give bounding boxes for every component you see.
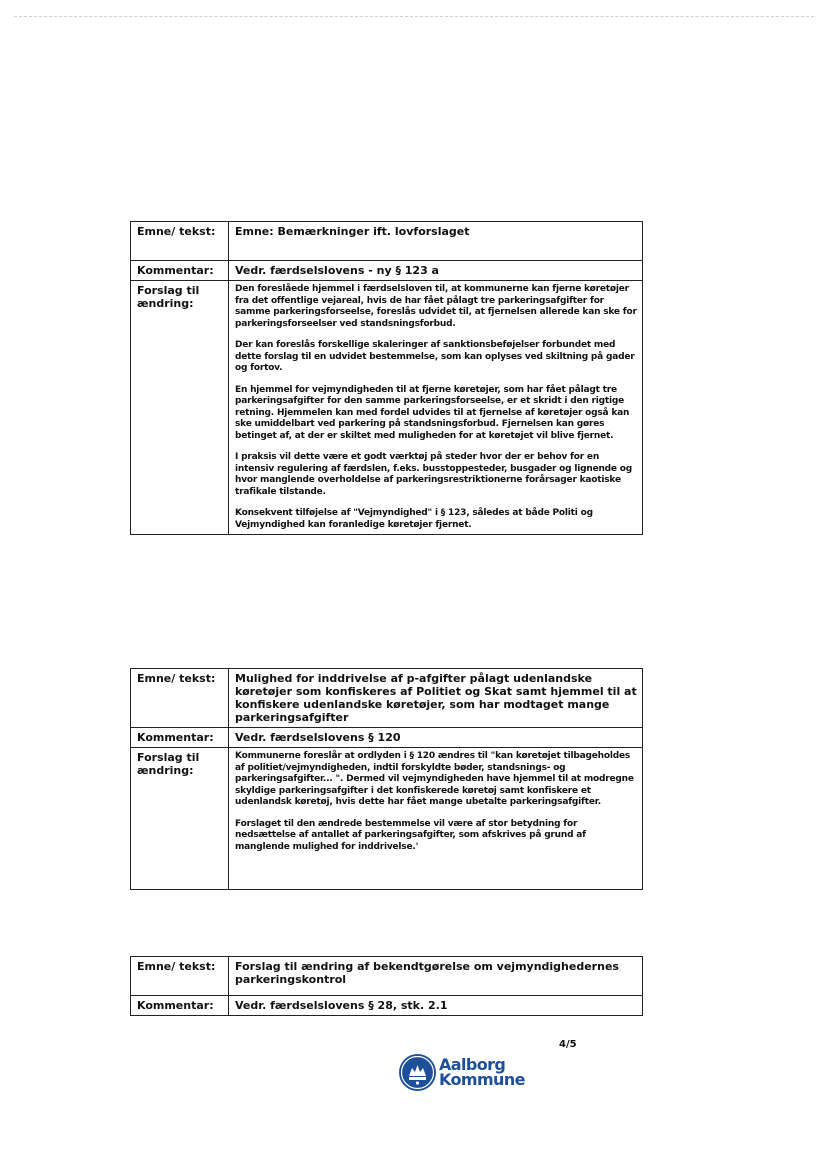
remarks-table-1 [130, 221, 643, 535]
proposal-paragraph: En hjemmel for vejmyndigheden til at fjerne køretøjer, som har fået pålagt tre parkeringsafgifter for den samme parkeringsforseelse, er et skridt i den rigtige retning. Hjemmelen kan med fordel udvides til at fjernelse af køretøjer også kan ske umiddelbart ved parkering på standsningsforbud. Fjernelsen kan gøres betinget af, at der er skiltet med muligheden for at køretøjet vil blive fjernet. [235, 384, 630, 441]
comment-label: Kommentar: [131, 996, 229, 1016]
proposal-paragraph: Der kan foreslås forskellige skaleringer af sanktionsbeføjelser forbundet med dette forslag til en udvidet bestemmelse, som kan oplyses ved skiltning på gader og fortov. [235, 340, 635, 373]
table-row [131, 748, 643, 890]
table-row [131, 261, 643, 281]
proposal-paragraph: Kommunerne foreslår at ordlyden i § 120 ændres til "kan køretøjet tilbageholdes af politiet/vejmyndigheden, indtil forskyldte bøder, standsnings- og parkeringsafgifter... ". Dermed vil vejmyndigheden have hjemmel til at modregne skyldige parkeringsafgifter i det konfiskerede køretøj samt konfiskere et udenlandsk køretøj, hvis dette har fået mange ubetalte parkeringsafgifter. [235, 751, 634, 807]
proposal-paragraph: Forslaget til den ændrede bestemmelse vil være af stor betydning for nedsættelse af antallet af parkeringsafgifter, som afskrives på grund af manglende mulighed for inddrivelse.' [235, 818, 586, 852]
comment-text: Vedr. færdselslovens - ny § 123 a [229, 261, 643, 281]
subject-text: Mulighed for inddrivelse af p-afgifter pålagt udenlandske køretøjer som konfiskeres af Politiet og Skat samt hjemmel til at konfiskere udenlandske køretøjer, som har modtaget mange parkeringsafgifter [229, 669, 643, 728]
subject-label: Emne/ tekst: [131, 669, 229, 728]
logo-line-2: Kommune [439, 1070, 525, 1089]
comment-text: Vedr. færdselslovens § 28, stk. 2.1 [229, 996, 643, 1016]
logo-line-1: Aalborg [439, 1055, 506, 1074]
table-row [131, 996, 643, 1016]
proposal-paragraph: Konsekvent tilføjelse af "Vejmyndighed" i § 123, således at både Politi og Vejmyndighed kan foranledige køretøjer fjernet. [235, 508, 593, 530]
table-row [131, 222, 643, 261]
table-row [131, 728, 643, 748]
remarks-table-3 [130, 956, 643, 1016]
proposal-paragraph: I praksis vil dette være et godt værktøj på steder hvor der er behov for en intensiv regulering af færdslen, f.eks. busstoppesteder, busgader og lignende og hvor manglende overholdelse af parkeringsrestriktionerne forårsager kaotiske trafikale tilstande. [235, 452, 632, 497]
page-top-rule [14, 16, 814, 17]
subject-label: Emne/ tekst: [131, 957, 229, 996]
aalborg-kommune-logo [397, 1053, 527, 1095]
table-row [131, 669, 643, 728]
logo-text [439, 1057, 525, 1087]
remarks-table-2 [130, 668, 643, 890]
comment-label: Kommentar: [131, 261, 229, 281]
proposal-label: Forslag til ændring: [131, 281, 229, 535]
comment-label: Kommentar: [131, 728, 229, 748]
subject-text: Emne: Bemærkninger ift. lovforslaget [229, 222, 643, 261]
proposal-paragraph: Den foreslåede hjemmel i færdselsloven til, at kommunerne kan fjerne køretøjer fra det offentlige vejareal, hvis de har fået pålagt tre parkeringsafgifter for samme parkeringsforseelse, foreslås udvidet til, at fjernelsen allerede kan ske for parkeringsforseelser ved standsningsforbud. [235, 284, 637, 329]
proposal-body [229, 748, 643, 890]
page-number: 4/5 [559, 1039, 577, 1050]
proposal-body [229, 281, 643, 535]
table-row [131, 281, 643, 535]
comment-text: Vedr. færdselslovens § 120 [229, 728, 643, 748]
subject-label: Emne/ tekst: [131, 222, 229, 261]
table-row [131, 957, 643, 996]
proposal-label: Forslag til ændring: [131, 748, 229, 890]
coat-of-arms-icon [399, 1054, 436, 1091]
subject-text: Forslag til ændring af bekendtgørelse om vejmyndighedernes parkeringskontrol [229, 957, 643, 996]
